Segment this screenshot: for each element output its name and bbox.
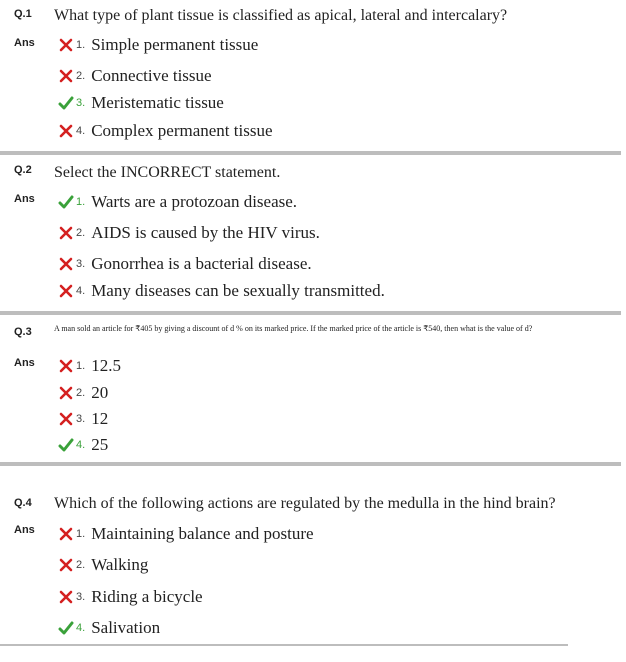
option-text: Maintaining balance and posture (91, 524, 314, 543)
option-item (58, 191, 297, 213)
option-text: Meristematic tissue (91, 93, 224, 112)
option-number: 4. (76, 125, 86, 137)
option-text: AIDS is caused by the HIV virus. (91, 223, 320, 242)
option-item (58, 586, 203, 608)
cross-icon (58, 589, 74, 605)
option-item (58, 34, 258, 56)
question-text: Which of the following actions are regulated by the medulla in the hind brain? (54, 495, 556, 512)
option-item (58, 65, 212, 87)
question-number: Q.3 (14, 326, 32, 338)
answer-label: Ans (14, 37, 35, 49)
option-number: 3. (76, 258, 86, 270)
option-number: 2. (76, 387, 86, 399)
option-text: Many diseases can be sexually transmitted. (91, 281, 385, 300)
separator (0, 644, 568, 646)
cross-icon (58, 68, 74, 84)
option-item (58, 523, 314, 545)
option-number: 4. (76, 439, 86, 451)
option-number: 3. (76, 413, 86, 425)
separator (0, 311, 621, 315)
check-icon (58, 437, 74, 453)
option-item (58, 253, 312, 275)
option-item (58, 222, 320, 244)
option-number: 2. (76, 559, 86, 571)
option-text: 20 (91, 383, 109, 402)
option-item (58, 382, 108, 404)
check-icon (58, 194, 74, 210)
option-number: 1. (76, 196, 86, 208)
option-number: 1. (76, 39, 86, 51)
cross-icon (58, 225, 74, 241)
separator (0, 151, 621, 155)
question-text: What type of plant tissue is classified as apical, lateral and intercalary? (54, 7, 508, 24)
option-text: Warts are a protozoan disease. (91, 192, 298, 211)
question-number: Q.4 (14, 497, 32, 509)
option-item (58, 408, 108, 430)
cross-icon (58, 526, 74, 542)
option-item (58, 355, 121, 377)
option-item (58, 92, 224, 114)
question-text: A man sold an article for ₹405 by giving a discount of d % on its marked price. If the marked price of the article is ₹540, then what is the value of d? (54, 324, 533, 333)
option-item (58, 617, 160, 639)
option-text: 12.5 (91, 356, 121, 375)
option-text: Complex permanent tissue (91, 121, 273, 140)
option-text: Connective tissue (91, 66, 212, 85)
check-icon (58, 95, 74, 111)
option-number: 2. (76, 70, 86, 82)
cross-icon (58, 37, 74, 53)
cross-icon (58, 123, 74, 139)
question-number: Q.1 (14, 8, 32, 20)
answer-label: Ans (14, 193, 35, 205)
cross-icon (58, 358, 74, 374)
option-number: 1. (76, 360, 86, 372)
separator (0, 462, 621, 466)
option-text: Riding a bicycle (91, 587, 203, 606)
question-number: Q.2 (14, 164, 32, 176)
option-number: 2. (76, 227, 86, 239)
option-number: 4. (76, 285, 86, 297)
option-number: 3. (76, 97, 86, 109)
option-text: Walking (91, 555, 149, 574)
option-number: 3. (76, 591, 86, 603)
option-text: Gonorrhea is a bacterial disease. (91, 254, 312, 273)
check-icon (58, 620, 74, 636)
answer-label: Ans (14, 524, 35, 536)
cross-icon (58, 557, 74, 573)
cross-icon (58, 256, 74, 272)
cross-icon (58, 411, 74, 427)
cross-icon (58, 283, 74, 299)
option-item (58, 554, 148, 576)
option-text: 25 (91, 435, 109, 454)
option-number: 1. (76, 528, 86, 540)
question-text: Select the INCORRECT statement. (54, 164, 281, 181)
option-number: 4. (76, 622, 86, 634)
option-text: Simple permanent tissue (91, 35, 259, 54)
cross-icon (58, 385, 74, 401)
option-text: 12 (91, 409, 109, 428)
answer-label: Ans (14, 357, 35, 369)
option-item (58, 434, 108, 456)
option-item (58, 280, 385, 302)
option-item (58, 120, 273, 142)
option-text: Salivation (91, 618, 161, 637)
